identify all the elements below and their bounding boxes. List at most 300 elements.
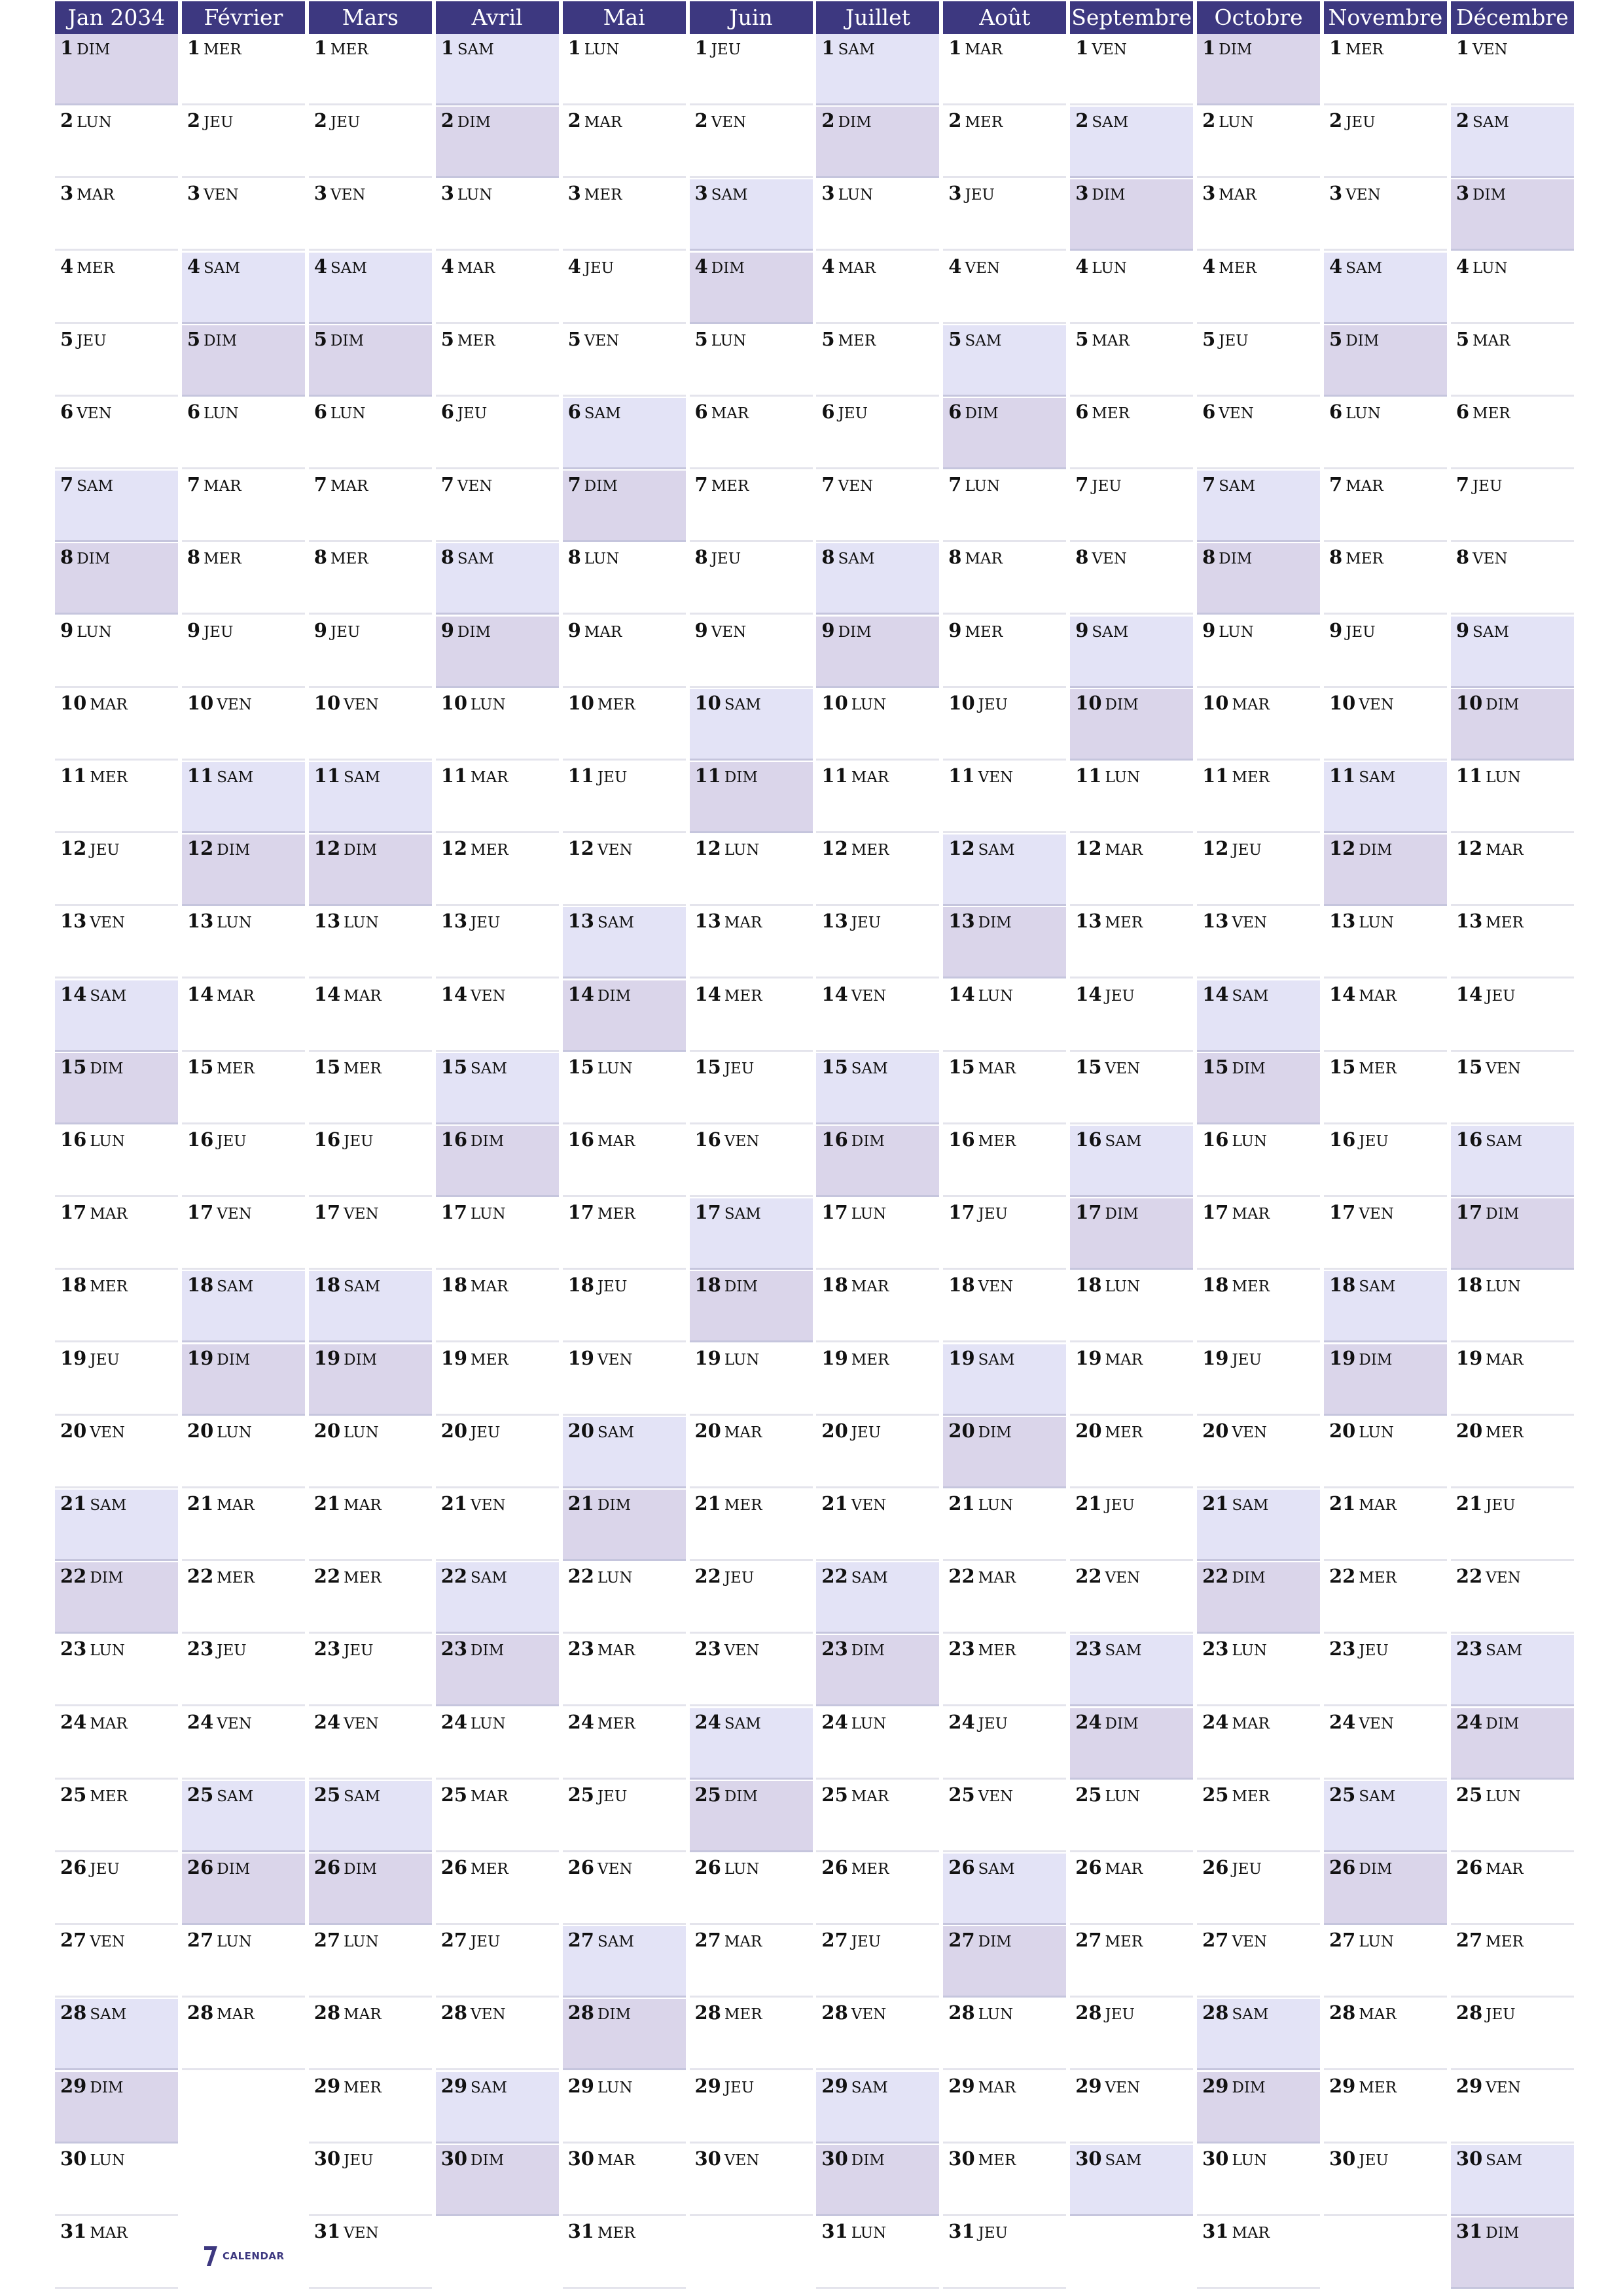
weekday-name: SAM bbox=[1092, 114, 1129, 132]
day-cell bbox=[182, 762, 305, 833]
yearly-calendar bbox=[55, 1, 1578, 2296]
day-cell bbox=[943, 34, 1066, 105]
day-number: 23 bbox=[948, 1638, 975, 1660]
day-cell bbox=[309, 543, 432, 615]
day-cell bbox=[436, 1999, 559, 2070]
day-label bbox=[948, 1711, 1008, 1733]
day-label bbox=[187, 109, 234, 132]
day-cell bbox=[436, 1781, 559, 1852]
day-label bbox=[948, 764, 1013, 787]
day-cell bbox=[1324, 1490, 1447, 1561]
weekday-name: MAR bbox=[965, 41, 1003, 58]
weekday-name: MER bbox=[217, 1060, 255, 1077]
weekday-name: MAR bbox=[344, 2006, 382, 2024]
day-number: 26 bbox=[1075, 1856, 1102, 1878]
day-number: 7 bbox=[1455, 473, 1470, 496]
day-label bbox=[314, 1929, 379, 1951]
day-number: 15 bbox=[567, 1055, 594, 1078]
day-cell bbox=[436, 107, 559, 178]
weekday-name: LUN bbox=[457, 187, 493, 204]
day-cell bbox=[1451, 1562, 1574, 1634]
day-cell bbox=[816, 834, 939, 906]
day-cell bbox=[55, 2072, 178, 2144]
day-cell bbox=[182, 179, 305, 251]
weekday-name: JEU bbox=[584, 259, 615, 277]
day-cell bbox=[182, 1126, 305, 1197]
weekday-name: JEU bbox=[597, 1278, 628, 1296]
day-label bbox=[314, 401, 366, 423]
day-label bbox=[568, 764, 628, 787]
weekday-name: JEU bbox=[330, 623, 361, 641]
day-label bbox=[1075, 37, 1127, 59]
day-number: 7 bbox=[60, 473, 74, 496]
weekday-name: LUN bbox=[1232, 1642, 1267, 1660]
day-number: 24 bbox=[1202, 1710, 1229, 1733]
day-label bbox=[1329, 1711, 1394, 1733]
day-label bbox=[1329, 837, 1392, 859]
day-label bbox=[441, 1274, 508, 1296]
day-number: 6 bbox=[821, 401, 835, 423]
day-cell bbox=[1197, 617, 1320, 688]
day-number: 9 bbox=[1202, 619, 1216, 641]
day-number: 26 bbox=[440, 1856, 468, 1878]
day-cell bbox=[1197, 1490, 1320, 1561]
day-label bbox=[60, 182, 115, 204]
weekday-name: LUN bbox=[1105, 1787, 1141, 1805]
day-cell bbox=[816, 1417, 939, 1488]
day-label bbox=[568, 546, 620, 568]
day-label bbox=[187, 764, 253, 787]
day-label bbox=[441, 1638, 504, 1660]
day-number: 23 bbox=[60, 1638, 87, 1660]
weekday-name: LUN bbox=[1232, 2151, 1267, 2169]
day-label bbox=[948, 1638, 1016, 1660]
day-cell bbox=[690, 179, 813, 251]
month-column bbox=[309, 1, 432, 2296]
day-label bbox=[1456, 2001, 1516, 2024]
day-cell bbox=[943, 907, 1066, 978]
day-cell bbox=[1451, 325, 1574, 397]
day-label bbox=[821, 1565, 887, 1587]
day-number: 29 bbox=[1075, 2074, 1102, 2097]
day-number: 19 bbox=[694, 1346, 721, 1369]
day-label bbox=[695, 37, 741, 59]
day-number: 30 bbox=[1329, 2147, 1356, 2170]
day-cell bbox=[1324, 253, 1447, 324]
day-label bbox=[314, 1638, 374, 1660]
weekday-name: MAR bbox=[1486, 1861, 1524, 1878]
day-cell bbox=[563, 689, 686, 761]
day-cell bbox=[436, 1854, 559, 1925]
day-label bbox=[1202, 1201, 1270, 1223]
day-cell bbox=[1197, 325, 1320, 397]
weekday-name: JEU bbox=[457, 405, 488, 422]
weekday-name: MAR bbox=[584, 114, 622, 132]
day-number: 30 bbox=[1455, 2147, 1483, 2170]
day-label bbox=[948, 1128, 1016, 1151]
day-number: 3 bbox=[694, 182, 708, 205]
day-number: 12 bbox=[948, 837, 975, 860]
day-label bbox=[441, 182, 493, 204]
day-cell bbox=[55, 980, 178, 1052]
day-cell bbox=[1324, 689, 1447, 761]
day-number: 28 bbox=[1075, 2001, 1102, 2024]
day-number: 9 bbox=[1455, 619, 1470, 641]
weekday-name: LUN bbox=[1232, 1133, 1267, 1150]
day-label bbox=[60, 1056, 123, 1078]
day-label bbox=[314, 1274, 380, 1296]
day-cell bbox=[1197, 1781, 1320, 1852]
day-cell bbox=[1070, 471, 1193, 542]
day-label bbox=[821, 1784, 889, 1806]
day-cell bbox=[690, 543, 813, 615]
day-number: 29 bbox=[60, 2074, 87, 2097]
day-cell bbox=[1324, 107, 1447, 178]
day-cell bbox=[563, 907, 686, 978]
day-number: 16 bbox=[187, 1128, 214, 1151]
day-label bbox=[314, 255, 367, 278]
day-cell bbox=[1070, 1198, 1193, 1270]
day-number: 24 bbox=[440, 1710, 468, 1733]
weekday-name: LUN bbox=[90, 1642, 125, 1660]
day-label bbox=[1075, 1638, 1141, 1660]
weekday-name: MAR bbox=[851, 769, 889, 786]
day-cell bbox=[816, 34, 939, 105]
day-cell bbox=[182, 834, 305, 906]
day-number: 16 bbox=[567, 1128, 594, 1151]
day-number: 20 bbox=[821, 1419, 848, 1442]
day-label bbox=[441, 1711, 506, 1733]
day-label bbox=[568, 2147, 635, 2170]
weekday-name: SAM bbox=[90, 1497, 127, 1514]
day-number: 24 bbox=[821, 1710, 848, 1733]
day-cell bbox=[943, 2145, 1066, 2216]
day-number: 13 bbox=[313, 910, 341, 933]
day-number: 22 bbox=[694, 1565, 721, 1588]
day-cell bbox=[1324, 980, 1447, 1052]
month-column bbox=[816, 1, 939, 2296]
day-number: 15 bbox=[440, 1055, 468, 1078]
day-label bbox=[1075, 182, 1125, 204]
day-label bbox=[948, 619, 1003, 641]
day-number: 31 bbox=[313, 2220, 341, 2242]
day-number: 25 bbox=[313, 1783, 341, 1806]
day-number: 29 bbox=[313, 2074, 341, 2097]
day-cell bbox=[563, 1417, 686, 1488]
weekday-name: SAM bbox=[471, 1570, 507, 1587]
day-cell bbox=[182, 543, 305, 615]
month-column bbox=[690, 1, 813, 2296]
day-number: 15 bbox=[694, 1055, 721, 1078]
day-cell bbox=[563, 325, 686, 397]
weekday-name: MER bbox=[457, 332, 495, 350]
day-number: 30 bbox=[440, 2147, 468, 2170]
weekday-name: JEU bbox=[1105, 987, 1135, 1005]
day-number: 1 bbox=[60, 37, 74, 59]
weekday-name: LUN bbox=[584, 550, 620, 568]
day-number: 30 bbox=[313, 2147, 341, 2170]
weekday-name: LUN bbox=[344, 914, 379, 932]
weekday-name: MER bbox=[1486, 1424, 1524, 1441]
day-number: 4 bbox=[60, 255, 74, 278]
day-cell bbox=[1070, 34, 1193, 105]
day-label bbox=[695, 1638, 760, 1660]
day-number: 24 bbox=[1075, 1710, 1102, 1733]
day-number: 8 bbox=[1329, 546, 1343, 569]
day-cell bbox=[1070, 1490, 1193, 1561]
day-cell bbox=[563, 1271, 686, 1342]
weekday-name: VEN bbox=[851, 987, 887, 1005]
day-number: 31 bbox=[567, 2220, 594, 2242]
day-cell bbox=[690, 398, 813, 469]
day-number: 5 bbox=[948, 327, 962, 350]
day-number: 15 bbox=[1075, 1055, 1102, 1078]
day-label bbox=[1329, 2001, 1397, 2024]
day-number: 1 bbox=[187, 37, 201, 59]
day-number: 11 bbox=[440, 764, 468, 787]
weekday-name: MAR bbox=[1359, 987, 1397, 1005]
day-cell bbox=[1197, 107, 1320, 178]
weekday-name: VEN bbox=[724, 1133, 760, 1150]
day-number: 12 bbox=[313, 837, 341, 860]
day-number: 12 bbox=[1455, 837, 1483, 860]
weekday-name: SAM bbox=[1092, 623, 1129, 641]
day-cell bbox=[943, 617, 1066, 688]
weekday-name: JEU bbox=[1486, 1497, 1516, 1514]
day-cell bbox=[943, 1053, 1066, 1124]
weekday-name: MER bbox=[1359, 1570, 1397, 1587]
day-cell bbox=[1197, 1344, 1320, 1416]
day-label bbox=[1202, 401, 1254, 423]
day-label bbox=[441, 401, 488, 423]
day-number: 13 bbox=[821, 910, 848, 933]
day-number: 11 bbox=[948, 764, 975, 787]
day-number: 9 bbox=[440, 619, 454, 641]
day-number: 28 bbox=[440, 2001, 468, 2024]
day-cell bbox=[436, 471, 559, 542]
weekday-name: DIM bbox=[1105, 696, 1139, 713]
day-label bbox=[187, 2001, 255, 2024]
day-label bbox=[568, 328, 620, 350]
weekday-name: JEU bbox=[724, 1570, 755, 1587]
weekday-name: DIM bbox=[597, 2006, 632, 2024]
weekday-name: MER bbox=[1486, 914, 1524, 932]
day-cell bbox=[943, 980, 1066, 1052]
day-number: 28 bbox=[821, 2001, 848, 2024]
weekday-name: JEU bbox=[344, 1133, 374, 1150]
weekday-name: JEU bbox=[471, 1933, 501, 1951]
weekday-name: MAR bbox=[1346, 478, 1383, 495]
day-cell bbox=[816, 179, 939, 251]
day-label bbox=[314, 910, 379, 932]
day-number: 10 bbox=[1075, 691, 1102, 714]
weekday-name: MAR bbox=[90, 1715, 128, 1732]
day-cell bbox=[309, 762, 432, 833]
day-cell bbox=[690, 253, 813, 324]
day-number: 13 bbox=[187, 910, 214, 933]
weekday-name: SAM bbox=[978, 1351, 1015, 1369]
day-cell bbox=[1451, 1198, 1574, 1270]
day-number: 13 bbox=[567, 910, 594, 933]
day-cell bbox=[563, 2072, 686, 2144]
weekday-name: MER bbox=[1232, 1278, 1270, 1296]
weekday-name: MAR bbox=[471, 1787, 508, 1805]
day-label bbox=[1329, 328, 1379, 350]
weekday-name: VEN bbox=[711, 114, 747, 132]
day-number: 23 bbox=[821, 1638, 848, 1660]
day-label bbox=[314, 546, 368, 568]
day-cell bbox=[1070, 1126, 1193, 1197]
weekday-name: VEN bbox=[1105, 1060, 1141, 1077]
day-number: 22 bbox=[440, 1565, 468, 1588]
weekday-name: SAM bbox=[457, 41, 494, 58]
day-number: 16 bbox=[1329, 1128, 1356, 1151]
day-cell bbox=[816, 1344, 939, 1416]
day-number: 26 bbox=[567, 1856, 594, 1878]
day-number: 19 bbox=[313, 1346, 341, 1369]
day-number: 29 bbox=[1455, 2074, 1483, 2097]
day-label bbox=[695, 1274, 758, 1296]
day-number: 22 bbox=[821, 1565, 848, 1588]
day-number: 10 bbox=[1202, 691, 1229, 714]
day-number: 14 bbox=[1329, 982, 1356, 1005]
day-label bbox=[441, 983, 506, 1005]
day-label bbox=[695, 1565, 755, 1587]
day-number: 4 bbox=[821, 255, 835, 278]
weekday-name: DIM bbox=[344, 842, 378, 859]
day-number: 3 bbox=[313, 182, 327, 205]
day-number: 25 bbox=[694, 1783, 721, 1806]
weekday-name: VEN bbox=[724, 1642, 760, 1660]
weekday-name: SAM bbox=[1105, 1133, 1142, 1150]
day-label bbox=[60, 1784, 128, 1806]
day-number: 22 bbox=[567, 1565, 594, 1588]
day-label bbox=[1075, 1711, 1138, 1733]
day-cell bbox=[436, 980, 559, 1052]
day-cell bbox=[182, 980, 305, 1052]
day-number: 17 bbox=[1075, 1201, 1102, 1224]
day-cell bbox=[55, 34, 178, 105]
weekday-name: DIM bbox=[851, 1642, 885, 1660]
weekday-name: LUN bbox=[204, 405, 239, 422]
day-cell bbox=[182, 1562, 305, 1634]
weekday-name: MAR bbox=[1232, 2225, 1270, 2242]
day-number: 20 bbox=[1202, 1419, 1229, 1442]
weekday-name: JEU bbox=[1232, 842, 1262, 859]
day-label bbox=[1075, 2001, 1135, 2024]
day-cell bbox=[1324, 179, 1447, 251]
day-cell bbox=[1197, 1854, 1320, 1925]
weekday-name: VEN bbox=[838, 478, 874, 495]
day-cell bbox=[1451, 762, 1574, 833]
day-cell bbox=[1324, 1271, 1447, 1342]
day-label bbox=[948, 1565, 1016, 1587]
weekday-name: MAR bbox=[597, 1642, 635, 1660]
day-label bbox=[1456, 328, 1510, 350]
day-label bbox=[187, 1565, 255, 1587]
day-cell bbox=[55, 834, 178, 906]
day-cell bbox=[436, 179, 559, 251]
day-number: 17 bbox=[187, 1201, 214, 1224]
weekday-name: MAR bbox=[978, 2079, 1016, 2096]
weekday-name: DIM bbox=[724, 1278, 758, 1296]
weekday-name: SAM bbox=[838, 41, 875, 58]
day-label bbox=[187, 255, 240, 278]
day-label bbox=[821, 2075, 887, 2097]
day-number: 14 bbox=[948, 982, 975, 1005]
day-number: 18 bbox=[187, 1274, 214, 1297]
weekday-name: LUN bbox=[1486, 1278, 1521, 1296]
day-number: 12 bbox=[567, 837, 594, 860]
day-number: 11 bbox=[1329, 764, 1356, 787]
day-label bbox=[1329, 1128, 1389, 1151]
day-cell bbox=[55, 617, 178, 688]
day-number: 9 bbox=[948, 619, 962, 641]
day-label bbox=[948, 1056, 1016, 1078]
day-number: 27 bbox=[821, 1929, 848, 1952]
day-cell bbox=[309, 1126, 432, 1197]
day-cell bbox=[1451, 834, 1574, 906]
day-number: 4 bbox=[440, 255, 454, 278]
day-cell bbox=[943, 689, 1066, 761]
day-number: 4 bbox=[187, 255, 201, 278]
day-label bbox=[568, 2075, 633, 2097]
calendar-logo bbox=[203, 2244, 288, 2270]
day-number: 6 bbox=[1075, 401, 1089, 423]
day-label bbox=[568, 1565, 633, 1587]
weekday-name: JEU bbox=[471, 914, 501, 932]
day-number: 8 bbox=[60, 546, 74, 569]
day-cell bbox=[943, 1490, 1066, 1561]
day-cell bbox=[1451, 1417, 1574, 1488]
weekday-name: DIM bbox=[978, 1424, 1012, 1441]
day-label bbox=[1329, 182, 1381, 204]
day-label bbox=[568, 37, 620, 59]
day-label bbox=[821, 2001, 886, 2024]
day-number: 30 bbox=[948, 2147, 975, 2170]
day-number: 15 bbox=[187, 1055, 214, 1078]
day-cell bbox=[1324, 2145, 1447, 2216]
day-label bbox=[695, 473, 749, 495]
day-number: 15 bbox=[313, 1055, 341, 1078]
day-cell bbox=[1324, 1562, 1447, 1634]
weekday-name: MAR bbox=[724, 1933, 762, 1951]
day-number: 18 bbox=[1329, 1274, 1356, 1297]
day-cell bbox=[182, 907, 305, 978]
day-cell bbox=[55, 471, 178, 542]
day-label bbox=[187, 37, 241, 59]
day-cell bbox=[55, 2145, 178, 2216]
day-label bbox=[948, 1492, 1013, 1515]
day-label bbox=[1202, 473, 1255, 495]
day-number: 13 bbox=[1329, 910, 1356, 933]
day-label bbox=[441, 764, 508, 787]
day-label bbox=[695, 1492, 762, 1515]
day-number: 9 bbox=[60, 619, 74, 641]
day-number: 16 bbox=[313, 1128, 341, 1151]
day-number: 2 bbox=[1329, 109, 1343, 132]
day-cell bbox=[1197, 1417, 1320, 1488]
day-label bbox=[948, 837, 1014, 859]
day-cell bbox=[1070, 907, 1193, 978]
day-number: 10 bbox=[313, 691, 341, 714]
day-label bbox=[60, 2147, 125, 2170]
day-label bbox=[314, 2147, 374, 2170]
weekday-name: VEN bbox=[1359, 1715, 1394, 1732]
weekday-name: JEU bbox=[1359, 1133, 1389, 1150]
day-number: 18 bbox=[313, 1274, 341, 1297]
day-number: 26 bbox=[694, 1856, 721, 1878]
